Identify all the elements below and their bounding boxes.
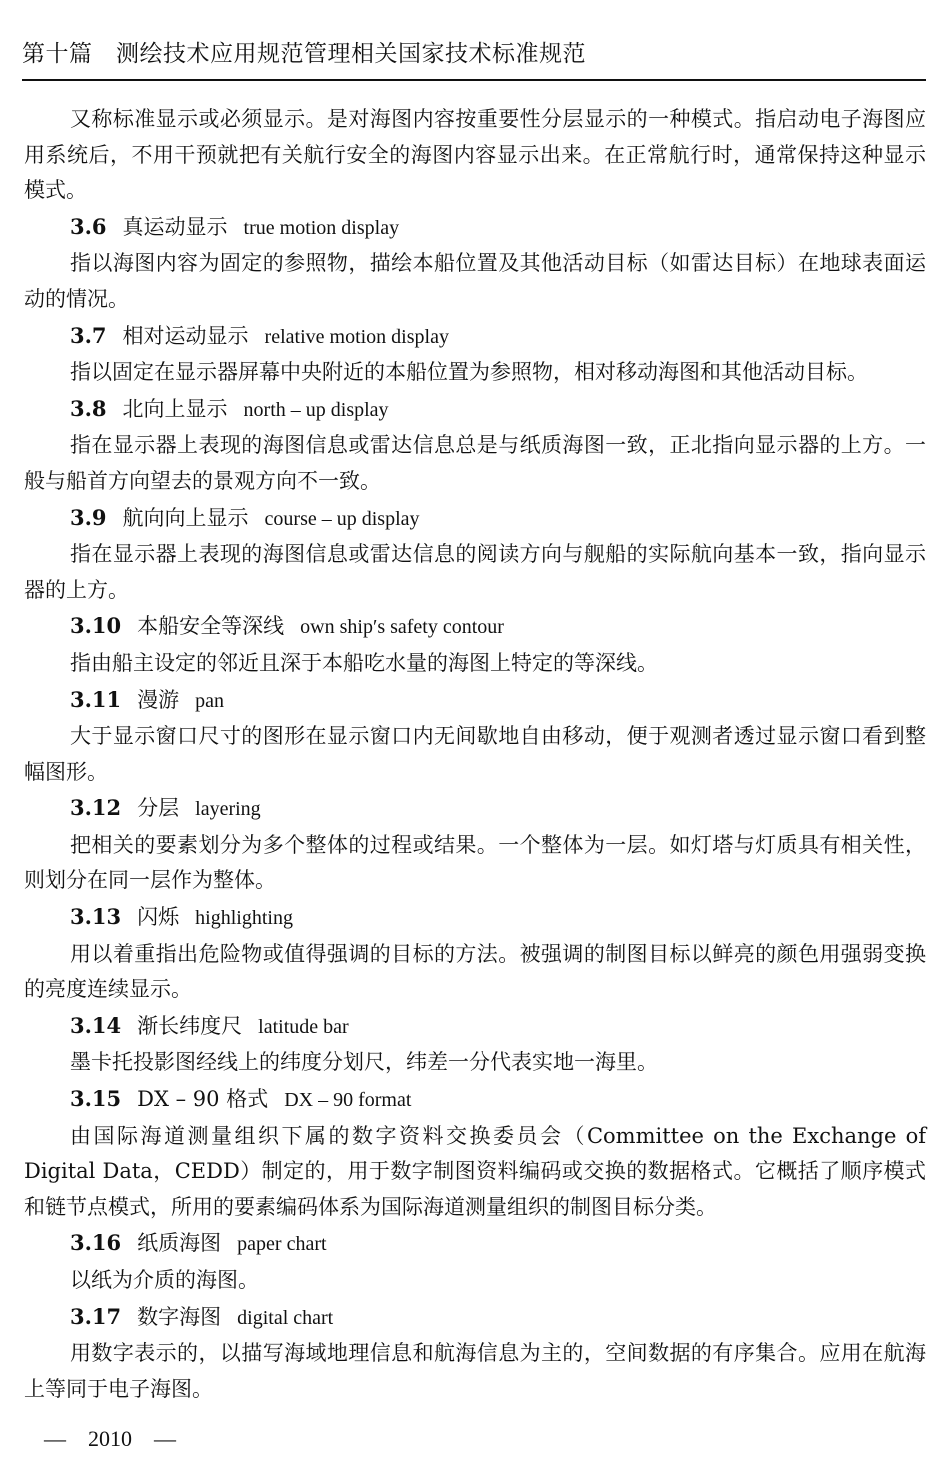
term-heading bbox=[24, 1299, 926, 1337]
term-chinese: 漫游 bbox=[137, 687, 180, 712]
term-chinese: 纸质海图 bbox=[137, 1231, 222, 1256]
term-definition: 墨卡托投影图经线上的纬度分划尺，纬差一分代表实地一海里。 bbox=[70, 1050, 658, 1075]
term-number: 3.15 bbox=[70, 1086, 122, 1112]
term-definition: 大于显示窗口尺寸的图形在显示窗口内无间歇地自由移动，便于观测者透过显示窗口看到整幅图形。 bbox=[24, 724, 926, 784]
term-number: 3.9 bbox=[70, 504, 107, 530]
term-definition: 指由船主设定的邻近且深于本船吃水量的海图上特定的等深线。 bbox=[70, 650, 658, 675]
term-number: 3.8 bbox=[70, 395, 107, 421]
term-entry bbox=[24, 682, 926, 791]
page-number: — 2010 — bbox=[44, 1426, 177, 1451]
term-heading bbox=[24, 318, 926, 356]
term-entry bbox=[24, 209, 926, 318]
term-heading bbox=[24, 790, 926, 828]
term-heading bbox=[24, 608, 926, 646]
term-number: 3.11 bbox=[70, 686, 122, 712]
term-number: 3.17 bbox=[70, 1303, 122, 1329]
term-number: 3.6 bbox=[70, 213, 107, 239]
term-chinese: 相对运动显示 bbox=[122, 323, 249, 348]
term-definition: 把相关的要素划分为多个整体的过程或结果。一个整体为一层。如灯塔与灯质具有相关性，则划分在同一层作为整体。 bbox=[24, 832, 926, 893]
term-chinese: 渐长纬度尺 bbox=[137, 1013, 243, 1038]
term-definition: 用数字表示的，以描写海域地理信息和航海信息为主的，空间数据的有序集合。应用在航海上等同于电子海图。 bbox=[24, 1341, 926, 1401]
term-chinese: 闪烁 bbox=[137, 905, 180, 930]
term-english: north – up display bbox=[243, 398, 389, 421]
term-number: 3.7 bbox=[70, 322, 107, 348]
term-entry bbox=[24, 1225, 926, 1298]
term-definition: 指以海图内容为固定的参照物，描绘本船位置及其他活动目标（如雷达目标）在地球表面运动的情况。 bbox=[24, 251, 926, 311]
term-chinese: 数字海图 bbox=[137, 1304, 222, 1329]
term-entry bbox=[24, 500, 926, 609]
term-english: highlighting bbox=[195, 907, 293, 930]
term-chinese: 航向向上显示 bbox=[122, 505, 249, 530]
term-english: layering bbox=[195, 798, 261, 821]
term-definition: 由国际海道测量组织下属的数字资料交换委员会（Committee on the Exchange of Digital Data，CEDD）制定的，用于数字制图资料编码或交换的数据格式。它概括了顺序模式和链节点模式，所用的要素编码体系为国际海道测量组织的制图目标分类。 bbox=[24, 1123, 926, 1219]
running-header: 第十篇 测绘技术应用规范管理相关国家技术标准规范 bbox=[22, 41, 586, 67]
term-heading bbox=[24, 1225, 926, 1263]
term-entry bbox=[24, 1008, 926, 1081]
term-english: own ship′s safety contour bbox=[300, 616, 504, 639]
term-heading bbox=[24, 899, 926, 937]
term-english: digital chart bbox=[237, 1306, 334, 1329]
term-english: DX – 90 format bbox=[284, 1089, 412, 1112]
term-chinese: 真运动显示 bbox=[122, 214, 228, 239]
term-entry bbox=[24, 790, 926, 899]
term-chinese: 分层 bbox=[137, 796, 180, 821]
term-chinese: 北向上显示 bbox=[122, 396, 228, 421]
term-english: relative motion display bbox=[264, 325, 449, 348]
term-definition: 指以固定在显示器屏幕中央附近的本船位置为参照物，相对移动海图和其他活动目标。 bbox=[70, 360, 868, 385]
term-chinese: DX – 90 格式 bbox=[137, 1087, 269, 1112]
term-definition: 用以着重指出危险物或值得强调的目标的方法。被强调的制图目标以鲜亮的颜色用强弱变换的亮度连续显示。 bbox=[24, 941, 926, 1002]
intro-paragraph: 又称标准显示或必须显示。是对海图内容按重要性分层显示的一种模式。指启动电子海图应用系统后，不用干预就把有关航行安全的海图内容显示出来。在正常航行时，通常保持这种显示模式。 bbox=[24, 107, 926, 203]
document-body bbox=[24, 102, 926, 1407]
term-english: true motion display bbox=[243, 216, 400, 239]
term-heading bbox=[24, 391, 926, 429]
term-number: 3.12 bbox=[70, 795, 122, 821]
term-english: paper chart bbox=[237, 1233, 327, 1256]
term-entry bbox=[24, 1081, 926, 1225]
term-english: pan bbox=[195, 689, 225, 712]
term-chinese: 本船安全等深线 bbox=[137, 614, 285, 639]
term-number: 3.10 bbox=[70, 613, 122, 639]
term-entry bbox=[24, 899, 926, 1008]
term-entry bbox=[24, 391, 926, 500]
term-english: latitude bar bbox=[258, 1015, 349, 1038]
term-entry bbox=[24, 1299, 926, 1408]
term-english: course – up display bbox=[264, 507, 420, 530]
term-heading bbox=[24, 1008, 926, 1046]
term-number: 3.16 bbox=[70, 1230, 122, 1256]
term-definition: 指在显示器上表现的海图信息或雷达信息总是与纸质海图一致，正北指向显示器的上方。一般与船首方向望去的景观方向不一致。 bbox=[24, 433, 926, 493]
term-definition: 以纸为介质的海图。 bbox=[70, 1268, 259, 1292]
term-heading bbox=[24, 209, 926, 247]
term-heading bbox=[24, 500, 926, 538]
term-number: 3.13 bbox=[70, 904, 122, 930]
term-number: 3.14 bbox=[70, 1012, 122, 1038]
header-rule bbox=[22, 79, 926, 81]
term-heading bbox=[24, 682, 926, 720]
term-entry bbox=[24, 318, 926, 391]
term-heading bbox=[24, 1081, 926, 1119]
term-entry bbox=[24, 608, 926, 681]
term-definition: 指在显示器上表现的海图信息或雷达信息的阅读方向与舰船的实际航向基本一致，指向显示器的上方。 bbox=[24, 542, 926, 602]
